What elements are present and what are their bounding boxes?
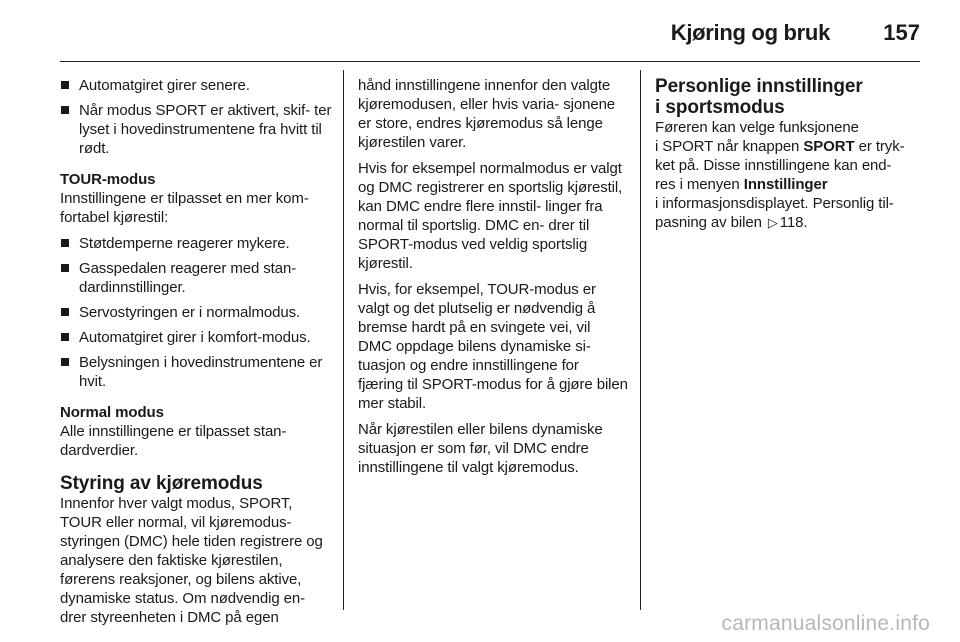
column-divider-2 [640,70,641,610]
list-item: Når modus SPORT er aktivert, skif- ter lyset i hovedinstrumentene fra hvitt til rødt. [60,101,332,158]
styring-heading: Styring av kjøremodus [60,473,263,494]
square-bullet-icon [61,358,69,366]
styring-text: Innenfor hver valgt modus, SPORT, TOUR eller normal, vil kjøremodus- styringen (DMC) hele tiden registrere og analysere den faktiske kjørestilen, førerens reaksjoner, og bilens aktive, dynamiske status. Om nødvendig en- drer styreenheten i DMC på egen [60,495,323,626]
paragraph: hånd innstillingene innenfor den valgte kjøremodusen, eller hvis varia- sjonene er store, endres kjøremodus så lenge kjørestilen varer. [358,77,616,151]
settings-menu-label: Innstillinger [743,176,828,193]
square-bullet-icon [61,106,69,114]
list-item: Støtdemperne reagerer mykere. [60,234,332,253]
arrow-reference-icon: ▷ [767,215,778,230]
list-item: Servostyringen er i normalmodus. [60,303,332,322]
square-bullet-icon [61,81,69,89]
watermark: carmanualsonline.info [721,612,930,635]
square-bullet-icon [61,308,69,316]
column-3 [655,76,927,232]
square-bullet-icon [61,333,69,341]
column-1 [60,76,332,627]
sport-button-label: SPORT [803,138,855,155]
page-title: Kjøring og bruk [670,20,830,45]
list-item: Automatgiret girer i komfort-modus. [60,328,332,347]
list-item: Gasspedalen reagerer med stan- dardinnstillinger. [60,259,332,297]
column-2 [358,76,628,484]
personal-settings-text: Føreren kan velge funksjonene i SPORT når knappen SPORT er tryk- ket på. Disse innstillingene kan end- res i menyen Innstillinger i informasjonsdisplayet. Personlig til- pasning av bilen ▷ 118. [655,119,905,231]
square-bullet-icon [61,264,69,272]
section-heading: Personlige innstillinger i sportsmodus [655,76,863,118]
header-divider [60,61,920,62]
list-item: Automatgiret girer senere. [60,76,332,95]
column-divider-1 [343,70,344,610]
page-number: 157 [883,20,920,45]
paragraph: Hvis, for eksempel, TOUR-modus er valgt og det plutselig er nødvendig å bremse hardt på en svingete vei, vil DMC oppdage bilens dynamiske si- tuasjon og endre innstillingene for fjæring til SPORT-modus for å gjøre bilen mer stabil. [358,281,628,412]
tour-bullet-list [60,234,332,391]
normal-text: Alle innstillingene er tilpasset stan- dardverdier. [60,423,287,459]
tour-heading: TOUR-modus [60,171,156,188]
tour-intro: Innstillingene er tilpasset en mer kom- fortabel kjørestil: [60,190,309,226]
paragraph: Hvis for eksempel normalmodus er valgt og DMC registrerer en sportslig kjørestil, kan DMC endre flere innstil- linger fra normal til sportslig. DMC en- drer til SPORT-modus ved veldig sportslig kjørestil. [358,160,623,272]
page-reference-link[interactable]: 118. [779,214,808,231]
square-bullet-icon [61,239,69,247]
paragraph: Når kjørestilen eller bilens dynamiske situasjon er som før, vil DMC endre innstillingene til valgt kjøremodus. [358,421,603,476]
sport-bullet-list [60,76,332,158]
list-item: Belysningen i hovedinstrumentene er hvit. [60,353,332,391]
normal-heading: Normal modus [60,404,164,421]
